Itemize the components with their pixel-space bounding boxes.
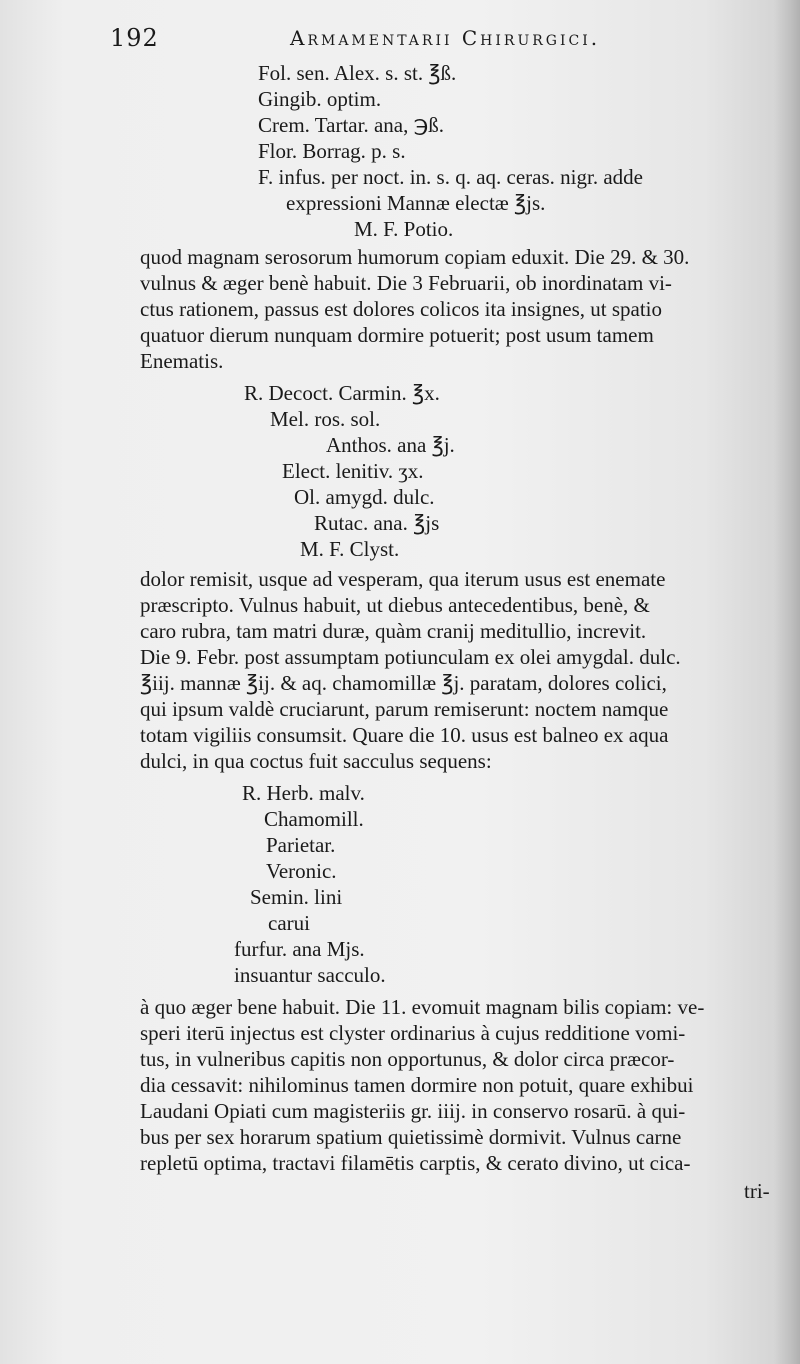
text-line: quatuor dierum nunquam dormire potuerit; post usum tamem <box>140 323 654 347</box>
page-header <box>0 14 800 54</box>
text-line: speri iterū injectus est clyster ordinarius à cujus redditione vomi- <box>140 1021 686 1045</box>
text-line: Die 9. Febr. post assumptam potiunculam ex olei amygdal. dulc. <box>140 645 681 669</box>
text-line: M. F. Clyst. <box>300 537 400 561</box>
text-line: furfur. ana Mjs. <box>234 937 365 961</box>
text-line: Semin. lini <box>250 885 343 909</box>
text-line: Elect. lenitiv. ʒx. <box>282 459 424 483</box>
text-line: R. Decoct. Carmin. ℥x. <box>244 381 440 405</box>
text-line: qui ipsum valdè cruciarunt, parum remiserunt: noctem namque <box>140 697 669 721</box>
text-line: R. Herb. malv. <box>242 781 365 805</box>
text-line: bus per sex horarum spatium quietissimè dormivit. Vulnus carne <box>140 1125 682 1149</box>
text-line: dulci, in qua coctus fuit sacculus sequens: <box>140 749 492 773</box>
text-line: dia cessavit: nihilominus tamen dormire non potuit, quare exhibui <box>140 1073 694 1097</box>
text-line: Flor. Borrag. p. s. <box>258 139 406 163</box>
text-line: Ol. amygd. dulc. <box>294 485 435 509</box>
text-line: repletū optima, tractavi filamētis carptis, & cerato divino, ut cica- <box>140 1151 691 1175</box>
page-number: 192 <box>110 24 159 52</box>
text-line: Mel. ros. sol. <box>270 407 381 431</box>
text-line: Gingib. optim. <box>258 87 382 111</box>
text-line: tri- <box>744 1179 770 1203</box>
text-line: à quo æger bene habuit. Die 11. evomuit magnam bilis copiam: ve- <box>140 995 705 1019</box>
text-line: Laudani Opiati cum magisteriis gr. iiij. in conservo rosarū. à qui- <box>140 1099 686 1123</box>
text-line: F. infus. per noct. in. s. q. aq. ceras. nigr. adde <box>258 165 643 189</box>
text-line: totam vigiliis consumsit. Quare die 10. usus est balneo ex aqua <box>140 723 669 747</box>
text-line: Veronic. <box>266 859 337 883</box>
page-fold-shadow <box>774 0 800 1364</box>
text-line: caro rubra, tam matri duræ, quàm cranij meditullio, increvit. <box>140 619 647 643</box>
text-line: Rutac. ana. ℥js <box>314 511 440 535</box>
running-title: Armamentarii Chirurgici. <box>290 26 601 50</box>
text-line: Anthos. ana ℥j. <box>326 433 455 457</box>
text-line: expressioni Mannæ electæ ℥js. <box>286 191 546 215</box>
text-line: Chamomill. <box>264 807 364 831</box>
text-line: Fol. sen. Alex. s. st. ℥ß. <box>258 61 457 85</box>
text-line: Enematis. <box>140 349 224 373</box>
text-line: insuantur sacculo. <box>234 963 386 987</box>
text-line: præscripto. Vulnus habuit, ut diebus antecedentibus, benè, & <box>140 593 650 617</box>
text-line: dolor remisit, usque ad vesperam, qua iterum usus est enemate <box>140 567 666 591</box>
text-line: Parietar. <box>266 833 336 857</box>
text-line: quod magnam serosorum humorum copiam eduxit. Die 29. & 30. <box>140 245 690 269</box>
text-line: ctus rationem, passus est dolores colicos ita insignes, ut spatio <box>140 297 663 321</box>
text-line: ℥iij. mannæ ℥ij. & aq. chamomillæ ℥j. paratam, dolores colici, <box>140 671 667 695</box>
text-line: Crem. Tartar. ana, ℈ß. <box>258 113 444 137</box>
text-line: vulnus & æger benè habuit. Die 3 Februarii, ob inordinatam vi- <box>140 271 672 295</box>
text-line: carui <box>268 911 310 935</box>
text-line: M. F. Potio. <box>354 217 454 241</box>
text-line: tus, in vulneribus capitis non opportunus, & dolor circa præcor- <box>140 1047 675 1071</box>
